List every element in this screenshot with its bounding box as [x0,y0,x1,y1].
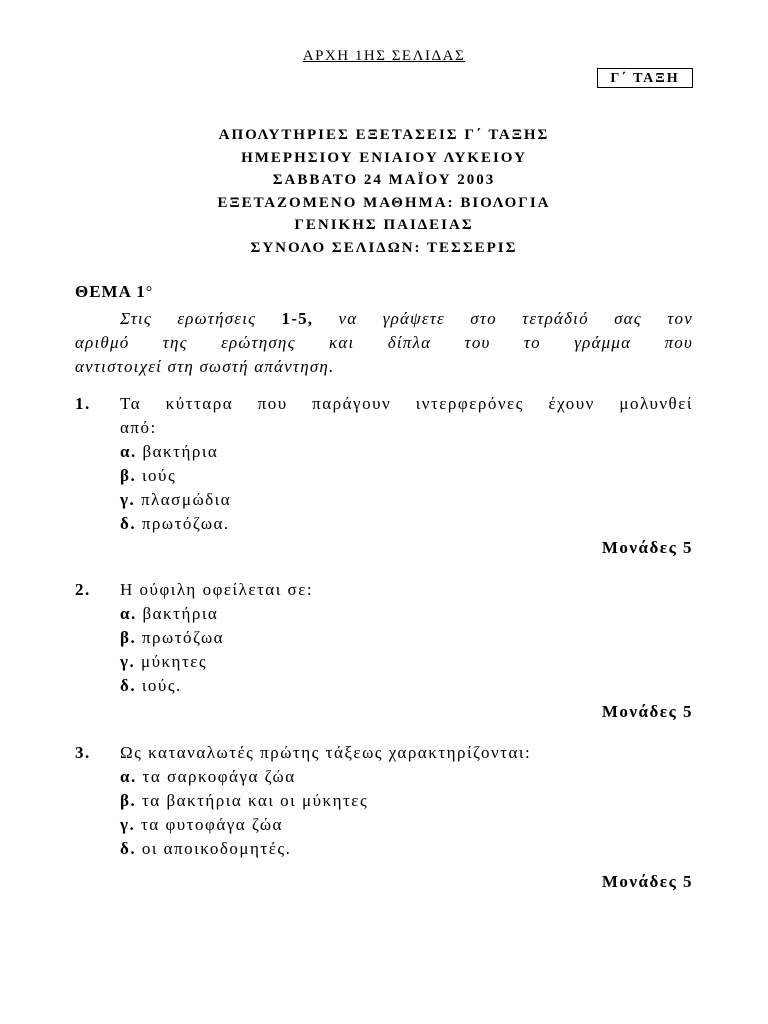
word: που [257,394,288,413]
question-number: 3. [75,743,91,762]
word: του [464,333,491,352]
word: Στις [120,309,153,328]
instructions-paragraph [75,307,693,379]
word: ερωτήσεις [177,309,257,328]
option-letter: β. [120,628,137,647]
option-text: ιούς. [136,676,182,695]
question-range: 1-5, [281,309,314,328]
option-letter: β. [120,791,137,810]
option-letter: γ. [120,815,136,834]
word: δίπλα [387,333,432,352]
word: ερώτησης [221,333,296,352]
word: γράμμα [574,333,632,352]
title-line: ΗΜΕΡΗΣΙΟΥ ΕΝΙΑΙΟΥ ΛΥΚΕΙΟΥ [241,149,527,166]
question-body [120,741,693,861]
word: έχουν [548,394,595,413]
option-text: πρωτόζωα [136,628,225,647]
question-body [120,578,693,698]
word: που [664,333,693,352]
question-2 [75,578,693,721]
title-line: ΣΑΒΒΑΤΟ 24 ΜΑΪΟΥ 2003 [272,172,496,188]
instructions-line-1 [75,307,693,331]
option-text: πλασμώδια [135,490,232,509]
option-letter: δ. [120,676,137,695]
question-number: 1. [75,394,91,413]
word: σας [614,309,642,328]
option-letter: α. [120,442,137,461]
answer-option-b [120,626,693,650]
instructions-line-3: αντιστοιχεί στη σωστή απάντηση. [75,357,335,376]
exam-title-block [0,124,768,259]
word: της [162,333,188,352]
word: μολυνθεί [619,394,693,413]
word: αριθμό [75,333,130,352]
option-letter: δ. [120,514,137,533]
option-text: βακτήρια [136,604,219,623]
word: ιντερφερόνες [415,394,524,413]
option-letter: α. [120,604,137,623]
option-letter: β. [120,466,137,485]
question-stem-continuation: από: [120,418,157,437]
question-stem: Ως καταναλωτές πρώτης τάξεως χαρακτηρίζονται: [120,743,532,762]
topic-degree: ° [145,284,154,301]
class-label-box: Γ΄ ΤΑΞΗ [597,68,693,88]
option-letter: γ. [120,652,136,671]
title-line: ΑΠΟΛΥΤΗΡΙΕΣ ΕΞΕΤΑΣΕΙΣ Γ΄ ΤΑΞΗΣ [218,127,550,143]
answer-option-c [120,488,693,512]
option-letter: γ. [120,490,136,509]
instructions-line-2 [75,331,693,355]
title-line: ΕΞΕΤΑΖΟΜΕΝΟ ΜΑΘΗΜΑ: ΒΙΟΛΟΓΙΑ [217,194,551,211]
word: το [523,333,541,352]
answer-option-a [120,602,693,626]
word: γράψετε [382,309,445,328]
question-number: 2. [75,580,91,599]
title-line: ΓΕΝΙΚΗΣ ΠΑΙΔΕΙΑΣ [294,217,474,233]
word: στο [470,309,497,328]
option-text: μύκητες [135,652,208,671]
word: παράγουν [312,394,392,413]
answer-option-d [120,512,693,536]
word: τετράδιό [522,309,589,328]
word: και [329,333,355,352]
question-stem-line [120,392,693,416]
option-text: οι αποικοδομητές. [136,839,292,858]
answer-option-d [120,674,693,698]
marks-label: Μονάδες 5 [601,538,693,557]
option-text: τα βακτήρια και οι μύκητες [136,791,369,810]
question-body [120,392,693,536]
option-letter: δ. [120,839,137,858]
question-3 [75,741,693,891]
word: κύτταρα [165,394,234,413]
question-1 [75,392,693,557]
topic-heading [75,282,153,302]
option-text: ιούς [136,466,177,485]
option-text: βακτήρια [136,442,219,461]
option-text: πρωτόζωα. [136,514,230,533]
answer-option-d [120,837,693,861]
answer-option-c [120,813,693,837]
option-letter: α. [120,767,137,786]
marks-label: Μονάδες 5 [601,702,693,721]
answer-option-b [120,789,693,813]
title-line: ΣΥΝΟΛΟ ΣΕΛΙΔΩΝ: ΤΕΣΣΕΡΙΣ [250,239,518,256]
option-text: τα σαρκοφάγα ζώα [136,767,296,786]
word: τον [667,309,693,328]
option-text: τα φυτοφάγα ζώα [135,815,283,834]
topic-label: ΘΕΜΑ 1 [75,282,146,301]
answer-option-c [120,650,693,674]
marks-label: Μονάδες 5 [601,872,693,891]
page-start-header: ΑΡΧΗ 1ΗΣ ΣΕΛΙΔΑΣ [302,48,466,64]
answer-option-a [120,765,693,789]
word: Τα [120,394,142,413]
question-stem: Η ούφιλη οφείλεται σε: [120,580,314,599]
answer-option-a [120,440,693,464]
answer-option-b [120,464,693,488]
word: να [338,309,358,328]
